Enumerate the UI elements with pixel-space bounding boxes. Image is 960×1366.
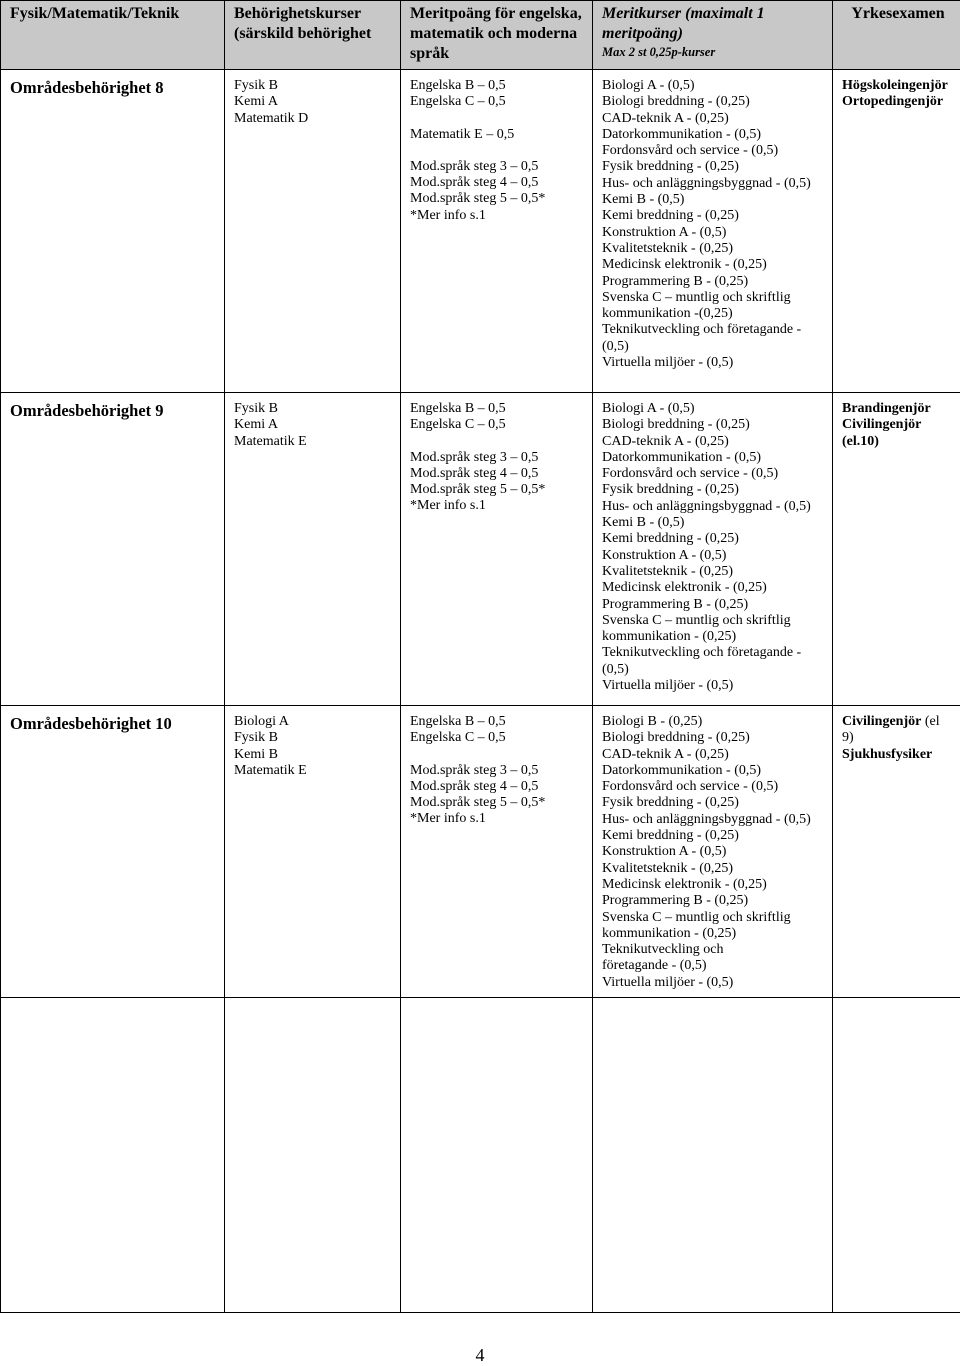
cell-line: Engelska B – 0,5 (410, 78, 586, 94)
cell-line: Mod.språk steg 3 – 0,5 (410, 159, 586, 175)
cell-line: Mod.språk steg 3 – 0,5 (410, 450, 586, 466)
merit-points-cell (401, 393, 593, 706)
table-row-empty (1, 998, 960, 1313)
area-cell (1, 393, 225, 706)
cell-line: Hus- och anläggningsbyggnad - (0,5) (602, 499, 826, 515)
cell-line: Hus- och anläggningsbyggnad - (0,5) (602, 812, 826, 828)
cell-line: Engelska C – 0,5 (410, 94, 586, 110)
cell-line: Teknikutveckling och företagande - (602, 645, 826, 661)
cell-line: Biologi breddning - (0,25) (602, 94, 826, 110)
cell-line: Medicinsk elektronik - (0,25) (602, 257, 826, 273)
cell-line: Mod.språk steg 3 – 0,5 (410, 763, 586, 779)
exam-civilingenjor: Civilingenjör (842, 714, 921, 729)
merit-courses-cell (593, 70, 833, 393)
cell-line: Ortopedingenjör (842, 94, 954, 110)
exam-cell (833, 393, 960, 706)
table-row (1, 393, 960, 706)
cell-line: Teknikutveckling och (602, 942, 826, 958)
cell-line: Civilingenjör (842, 417, 954, 433)
courses-cell (225, 70, 401, 393)
cell-line: Programmering B - (0,25) (602, 597, 826, 613)
cell-line: Datorkommunikation - (0,5) (602, 127, 826, 143)
cell-line: Brandingenjör (842, 401, 954, 417)
cell-line: Kemi B - (0,5) (602, 515, 826, 531)
cell-line: Datorkommunikation - (0,5) (602, 450, 826, 466)
header-courses: Behörighetskurser (särskild behörighet (225, 1, 401, 70)
cell-line: Engelska C – 0,5 (410, 417, 586, 433)
header-merit-courses-note: Max 2 st 0,25p-kurser (602, 44, 826, 61)
table-header-row (1, 1, 960, 70)
table-row (1, 70, 960, 393)
cell-line: (el.10) (842, 434, 954, 450)
merit-courses-cell (593, 393, 833, 706)
merit-points-cell (401, 706, 593, 998)
cell-line: Biologi A (234, 714, 394, 730)
cell-line: Konstruktion A - (0,5) (602, 844, 826, 860)
area-cell (1, 70, 225, 393)
cell-line: *Mer info s.1 (410, 208, 586, 224)
empty-cell (401, 998, 593, 1313)
cell-line: Biologi breddning - (0,25) (602, 730, 826, 746)
cell-line: Teknikutveckling och företagande - (602, 322, 826, 338)
cell-line: Fordonsvård och service - (0,5) (602, 466, 826, 482)
header-merit-courses (593, 1, 833, 70)
cell-line: Kemi A (234, 417, 394, 433)
cell-line: Biologi A - (0,5) (602, 401, 826, 417)
cell-line: Kemi breddning - (0,25) (602, 531, 826, 547)
cell-line: Virtuella miljöer - (0,5) (602, 355, 826, 371)
empty-cell (833, 998, 960, 1313)
cell-line: Engelska B – 0,5 (410, 714, 586, 730)
header-area: Fysik/Matematik/Teknik (1, 1, 225, 70)
cell-line: Mod.språk steg 5 – 0,5* (410, 795, 586, 811)
cell-line: Matematik D (234, 111, 394, 127)
cell-line: Högskoleingenjör (842, 78, 954, 94)
cell-line: Kemi B - (0,5) (602, 192, 826, 208)
cell-line: Konstruktion A - (0,5) (602, 548, 826, 564)
cell-line: Fysik B (234, 78, 394, 94)
cell-line: Kemi breddning - (0,25) (602, 208, 826, 224)
cell-line: Svenska C – muntlig och skriftlig (602, 910, 826, 926)
courses-cell (225, 393, 401, 706)
exam-sjukhusfysiker: Sjukhusfysiker (842, 747, 954, 763)
line-spacer (410, 111, 586, 127)
line-spacer (410, 143, 586, 159)
cell-line: kommunikation - (0,25) (602, 926, 826, 942)
header-merit-points: Meritpoäng för engelska, matematik och moderna språk (401, 1, 593, 70)
cell-line: Biologi B - (0,25) (602, 714, 826, 730)
cell-line: CAD-teknik A - (0,25) (602, 111, 826, 127)
cell-line: Matematik E – 0,5 (410, 127, 586, 143)
cell-line: Matematik E (234, 763, 394, 779)
cell-line: Hus- och anläggningsbyggnad - (0,5) (602, 176, 826, 192)
cell-line: Fysik B (234, 401, 394, 417)
exam-cell (833, 70, 960, 393)
cell-line: Kvalitetsteknik - (0,25) (602, 861, 826, 877)
cell-line: Fysik breddning - (0,25) (602, 482, 826, 498)
cell-line: Virtuella miljöer - (0,5) (602, 678, 826, 694)
cell-line: CAD-teknik A - (0,25) (602, 434, 826, 450)
cell-line: Mod.språk steg 4 – 0,5 (410, 175, 586, 191)
cell-line: Mod.språk steg 5 – 0,5* (410, 191, 586, 207)
empty-cell (225, 998, 401, 1313)
cell-line: Medicinsk elektronik - (0,25) (602, 877, 826, 893)
cell-line: (0,5) (602, 662, 826, 678)
cell-line: *Mer info s.1 (410, 811, 586, 827)
area-name: Områdesbehörighet 10 (10, 714, 172, 733)
cell-line: Kemi B (234, 747, 394, 763)
cell-line: *Mer info s.1 (410, 498, 586, 514)
cell-line: Engelska C – 0,5 (410, 730, 586, 746)
cell-line: Matematik E (234, 434, 394, 450)
cell-line: Kvalitetsteknik - (0,25) (602, 241, 826, 257)
courses-cell (225, 706, 401, 998)
cell-line: Programmering B - (0,25) (602, 893, 826, 909)
merit-courses-cell (593, 706, 833, 998)
area-name: Områdesbehörighet 9 (10, 401, 164, 420)
line-spacer (410, 747, 586, 763)
exam-cell (833, 706, 960, 998)
cell-line: Svenska C – muntlig och skriftlig (602, 290, 826, 306)
header-merit-courses-title: Meritkurser (maximalt 1 meritpoäng) (602, 5, 765, 42)
cell-line: Svenska C – muntlig och skriftlig (602, 613, 826, 629)
cell-line: (0,5) (602, 339, 826, 355)
cell-line: Engelska B – 0,5 (410, 401, 586, 417)
cell-line: CAD-teknik A - (0,25) (602, 747, 826, 763)
cell-line: Fysik B (234, 730, 394, 746)
cell-line: Kemi A (234, 94, 394, 110)
cell-line: Programmering B - (0,25) (602, 274, 826, 290)
empty-cell (593, 998, 833, 1313)
cell-line: Mod.språk steg 4 – 0,5 (410, 779, 586, 795)
page-number: 4 (0, 1345, 960, 1366)
cell-line: Datorkommunikation - (0,5) (602, 763, 826, 779)
cell-line: Fordonsvård och service - (0,5) (602, 143, 826, 159)
cell-line: Fordonsvård och service - (0,5) (602, 779, 826, 795)
table-row (1, 706, 960, 998)
cell-line: kommunikation -(0,25) (602, 306, 826, 322)
area-cell (1, 706, 225, 998)
area-name: Områdesbehörighet 8 (10, 78, 164, 97)
header-exam: Yrkesexamen (833, 1, 960, 70)
cell-line: Medicinsk elektronik - (0,25) (602, 580, 826, 596)
cell-line: företagande - (0,5) (602, 958, 826, 974)
cell-line: Mod.språk steg 5 – 0,5* (410, 482, 586, 498)
cell-line: Fysik breddning - (0,25) (602, 159, 826, 175)
cell-line: kommunikation - (0,25) (602, 629, 826, 645)
cell-line: Konstruktion A - (0,5) (602, 225, 826, 241)
line-spacer (410, 434, 586, 450)
cell-line: Virtuella miljöer - (0,5) (602, 975, 826, 991)
exam-note-cont: 9) (842, 730, 954, 746)
cell-line: Biologi breddning - (0,25) (602, 417, 826, 433)
cell-line: Fysik breddning - (0,25) (602, 795, 826, 811)
cell-line: Biologi A - (0,5) (602, 78, 826, 94)
cell-line: Kvalitetsteknik - (0,25) (602, 564, 826, 580)
exam-note: (el (921, 714, 939, 729)
cell-line: Mod.språk steg 4 – 0,5 (410, 466, 586, 482)
empty-cell (1, 998, 225, 1313)
merit-points-cell (401, 70, 593, 393)
cell-line: Kemi breddning - (0,25) (602, 828, 826, 844)
